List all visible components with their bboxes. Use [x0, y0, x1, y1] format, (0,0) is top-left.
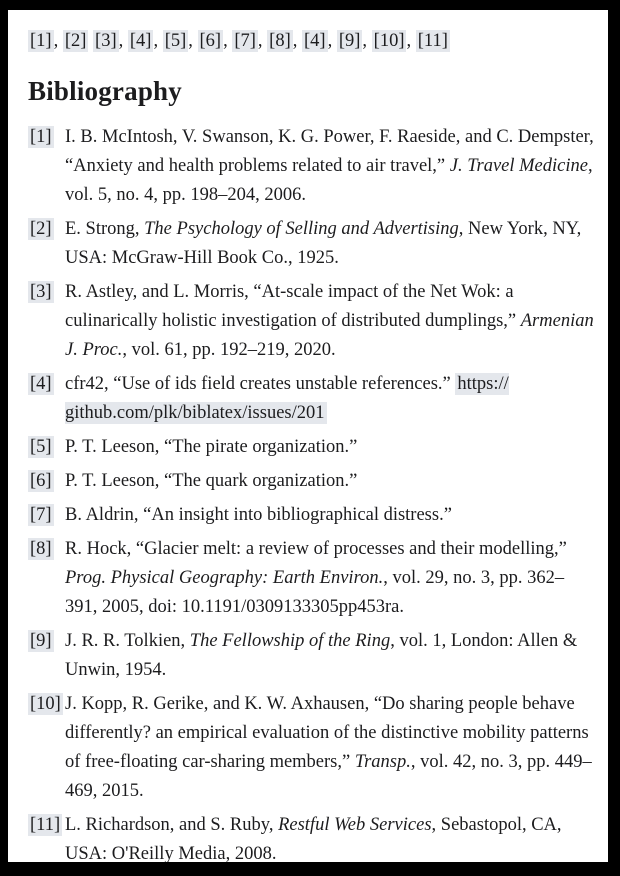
- reference-title: The Psychology of Selling and Advertising: [144, 219, 459, 239]
- reference-label-cell: [28, 433, 65, 462]
- citation-link[interactable]: [6]: [199, 31, 222, 51]
- reference-segment: , Sebastopol, CA, USA: O'Reilly Media, 2008.: [65, 815, 562, 862]
- reference-item: [28, 535, 594, 622]
- reference-segment: P. T. Leeson, “The pirate organization.”: [65, 437, 358, 457]
- reference-label-cell: [28, 278, 65, 307]
- reference-text: [65, 215, 594, 273]
- reference-title: Transp.: [354, 752, 411, 772]
- reference-segment: , New York, NY, USA: McGraw-Hill Book Co., 1925.: [65, 219, 582, 268]
- citation-separator: ,: [257, 31, 268, 51]
- reference-text: [65, 467, 594, 496]
- reference-text: [65, 278, 594, 365]
- reference-title: Armenian J. Proc.: [65, 311, 594, 360]
- reference-label[interactable]: [3]: [30, 282, 52, 302]
- reference-item: [28, 215, 594, 273]
- reference-label-cell: [28, 627, 65, 656]
- reference-label[interactable]: [11]: [30, 815, 61, 835]
- citation-separator: ,: [223, 31, 233, 51]
- reference-text: [65, 811, 594, 862]
- reference-list: [28, 123, 594, 862]
- reference-item: [28, 278, 594, 365]
- reference-segment: , vol. 61, pp. 192–219, 2020.: [122, 340, 336, 360]
- citation-link[interactable]: [1]: [30, 31, 52, 51]
- citation-link[interactable]: [4]: [129, 31, 152, 51]
- reference-label[interactable]: [4]: [30, 374, 52, 394]
- reference-label[interactable]: [2]: [30, 219, 52, 239]
- citation-link[interactable]: [3]: [95, 31, 117, 51]
- reference-segment: cfr42, “Use of ids field creates unstable references.”: [65, 374, 456, 394]
- reference-segment: , vol. 5, no. 4, pp. 198–204, 2006.: [65, 156, 593, 205]
- citation-separator: ,: [53, 31, 63, 51]
- reference-label-cell: [28, 535, 65, 564]
- citation-link[interactable]: [4]: [304, 31, 326, 51]
- reference-label-cell: [28, 501, 65, 530]
- reference-title: The Fellowship of the Ring: [189, 631, 391, 651]
- reference-label[interactable]: [10]: [30, 694, 61, 714]
- reference-label[interactable]: [6]: [30, 471, 52, 491]
- reference-label-cell: [28, 690, 65, 719]
- reference-segment: P. T. Leeson, “The quark organization.”: [65, 471, 358, 491]
- reference-segment: R. Hock, “Glacier melt: a review of processes and their modelling,”: [65, 539, 567, 559]
- reference-label[interactable]: [9]: [30, 631, 52, 651]
- reference-item: [28, 627, 594, 685]
- reference-url-link[interactable]: https://github.com/plk/biblatex/issues/201: [65, 374, 509, 423]
- reference-title: Restful Web Services: [278, 815, 432, 835]
- reference-text: [65, 123, 594, 210]
- reference-segment: L. Richardson, and S. Ruby,: [65, 815, 279, 835]
- citation-link[interactable]: [10]: [373, 31, 405, 51]
- reference-segment: J. R. R. Tolkien,: [65, 631, 190, 651]
- citation-link[interactable]: [7]: [234, 31, 256, 51]
- reference-title: J. Travel Medicine: [449, 156, 588, 176]
- citation-separator: ,: [327, 31, 337, 51]
- citation-separator: ,: [118, 31, 128, 51]
- reference-label-cell: [28, 215, 65, 244]
- reference-text: [65, 433, 594, 462]
- reference-item: [28, 370, 594, 428]
- reference-label-cell: [28, 467, 65, 496]
- reference-item: [28, 123, 594, 210]
- reference-segment: , vol. 29, no. 3, pp. 362–391, 2005, doi: 10.1191/0309133305pp453ra.: [65, 568, 565, 617]
- reference-label[interactable]: [5]: [30, 437, 52, 457]
- citation-separator: ,: [362, 31, 372, 51]
- reference-label[interactable]: [7]: [30, 505, 52, 525]
- reference-label-cell: [28, 123, 65, 152]
- reference-item: [28, 501, 594, 530]
- citation-link[interactable]: [5]: [164, 31, 187, 51]
- reference-segment: E. Strong,: [65, 219, 145, 239]
- citation-separator: ,: [153, 31, 163, 51]
- reference-item: [28, 467, 594, 496]
- reference-text: [65, 501, 594, 530]
- citation-link[interactable]: [11]: [417, 31, 448, 51]
- citation-separator: ,: [188, 31, 198, 51]
- reference-segment: , vol. 1, London: Allen & Unwin, 1954.: [65, 631, 578, 680]
- citation-link[interactable]: [2]: [64, 31, 87, 51]
- reference-segment: , vol. 42, no. 3, pp. 449–469, 2015.: [65, 752, 592, 801]
- reference-title: Prog. Physical Geography: Earth Environ.: [65, 568, 384, 588]
- bibliography-heading: Bibliography: [28, 76, 182, 106]
- document-page: [8, 10, 608, 862]
- citation-link[interactable]: [8]: [269, 31, 291, 51]
- reference-segment: J. Kopp, R. Gerike, and K. W. Axhausen, “Do sharing people behave differently? an empirical evaluation of the distinctive mobility patterns of free-floating car-sharing members,”: [65, 694, 589, 772]
- reference-label-cell: [28, 811, 65, 840]
- reference-segment: I. B. McIntosh, V. Swanson, K. G. Power, F. Raeside, and C. Dempster, “Anxiety and health problems related to air travel,”: [65, 127, 594, 176]
- citation-separator: ,: [292, 31, 302, 51]
- reference-segment: B. Aldrin, “An insight into bibliographical distress.”: [65, 505, 452, 525]
- reference-text: [65, 690, 594, 806]
- reference-item: [28, 811, 594, 862]
- reference-label[interactable]: [1]: [30, 127, 52, 147]
- reference-label[interactable]: [8]: [30, 539, 52, 559]
- reference-text: [65, 627, 594, 685]
- citation-link[interactable]: [9]: [338, 31, 361, 51]
- reference-text: [65, 535, 594, 622]
- citation-line: [28, 26, 594, 56]
- reference-item: [28, 433, 594, 462]
- reference-segment: R. Astley, and L. Morris, “At-scale impact of the Net Wok: a culinarically holistic investigation of distributed dumplings,”: [65, 282, 521, 331]
- citation-separator: ,: [406, 31, 416, 51]
- reference-label-cell: [28, 370, 65, 399]
- reference-text: [65, 370, 594, 428]
- reference-item: [28, 690, 594, 806]
